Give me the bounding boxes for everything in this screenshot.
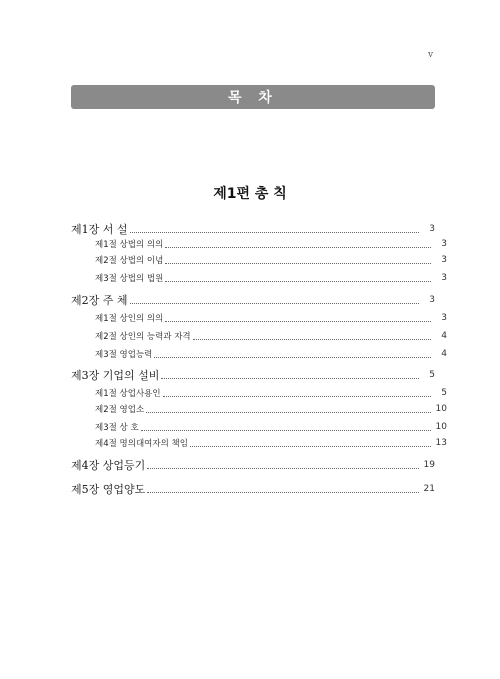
toc-entry-label: 제3절 상법의 법원 <box>95 274 164 284</box>
toc-section-entry[interactable] <box>83 252 447 268</box>
toc-section-entry[interactable] <box>83 435 447 451</box>
toc-section-entry[interactable] <box>83 419 447 435</box>
toc-chapter-entry[interactable] <box>71 221 435 237</box>
toc-entry-label: 제4절 명의대여자의 책임 <box>95 439 188 449</box>
toc-chapter-entry[interactable] <box>71 367 435 383</box>
toc-entry-page: 5 <box>441 388 447 398</box>
toc-entry-page: 13 <box>435 438 447 448</box>
toc-chapter-entry[interactable] <box>71 481 435 497</box>
toc-entry-page: 5 <box>429 370 435 380</box>
dot-leader <box>165 247 431 248</box>
toc-entry-label: 제2절 상인의 능력과 자격 <box>95 332 191 342</box>
toc-chapter-entry[interactable] <box>71 457 435 473</box>
toc-entry-page: 3 <box>429 224 435 234</box>
dot-leader <box>165 263 431 264</box>
toc-entry-label: 제3절 상 호 <box>95 423 139 433</box>
dot-leader <box>141 430 431 431</box>
toc-section-entry[interactable] <box>83 385 447 401</box>
toc-entry-page: 3 <box>441 313 447 323</box>
toc-entry-page: 3 <box>441 239 447 249</box>
toc-entry-page: 3 <box>429 295 435 305</box>
toc-entry-label: 제3장 기업의 설비 <box>71 369 160 382</box>
toc-entry-page: 21 <box>423 484 435 494</box>
toc-entry-page: 10 <box>435 422 447 432</box>
dot-leader <box>165 321 431 322</box>
toc-section-entry[interactable] <box>83 270 447 286</box>
toc-entry-label: 제1장 서 설 <box>71 223 128 236</box>
dot-leader <box>193 339 431 340</box>
toc-entry-label: 제1절 상법의 의의 <box>95 240 164 250</box>
toc-banner-title: 목 차 <box>228 90 278 106</box>
toc-entry-label: 제2절 상법의 이념 <box>95 256 164 266</box>
toc-section-entry[interactable] <box>83 328 447 344</box>
toc-entry-label: 제5장 영업양도 <box>71 483 146 496</box>
toc-entry-label: 제2절 영업소 <box>95 405 145 415</box>
toc-section-entry[interactable] <box>83 346 447 362</box>
dot-leader <box>130 303 420 304</box>
toc-section-entry[interactable] <box>83 401 447 417</box>
page-marker: v <box>428 50 434 60</box>
toc-section-entry[interactable] <box>83 310 447 326</box>
dot-leader <box>165 281 431 282</box>
toc-entry-label: 제1절 상업사용인 <box>95 389 161 399</box>
toc-banner <box>71 85 435 109</box>
toc-chapter-entry[interactable] <box>71 292 435 308</box>
toc-entry-page: 4 <box>441 349 447 359</box>
toc-entry-page: 10 <box>435 404 447 414</box>
dot-leader <box>190 446 431 447</box>
toc-entry-label: 제2장 주 체 <box>71 294 128 307</box>
toc-entry-page: 3 <box>441 273 447 283</box>
dot-leader <box>147 468 419 469</box>
toc-entry-label: 제1절 상인의 의의 <box>95 314 164 324</box>
toc-entry-page: 3 <box>441 255 447 265</box>
toc-section-entry[interactable] <box>83 236 447 252</box>
toc-entry-page: 4 <box>441 331 447 341</box>
dot-leader <box>146 412 431 413</box>
toc-entry-label: 제4장 상업등기 <box>71 459 146 472</box>
dot-leader <box>161 378 419 379</box>
part-title: 제1편 총 칙 <box>213 186 287 202</box>
dot-leader <box>147 492 419 493</box>
dot-leader <box>163 396 431 397</box>
dot-leader <box>130 232 420 233</box>
toc-entry-page: 19 <box>423 460 435 470</box>
dot-leader <box>154 357 431 358</box>
toc-entry-label: 제3절 영업능력 <box>95 350 153 360</box>
